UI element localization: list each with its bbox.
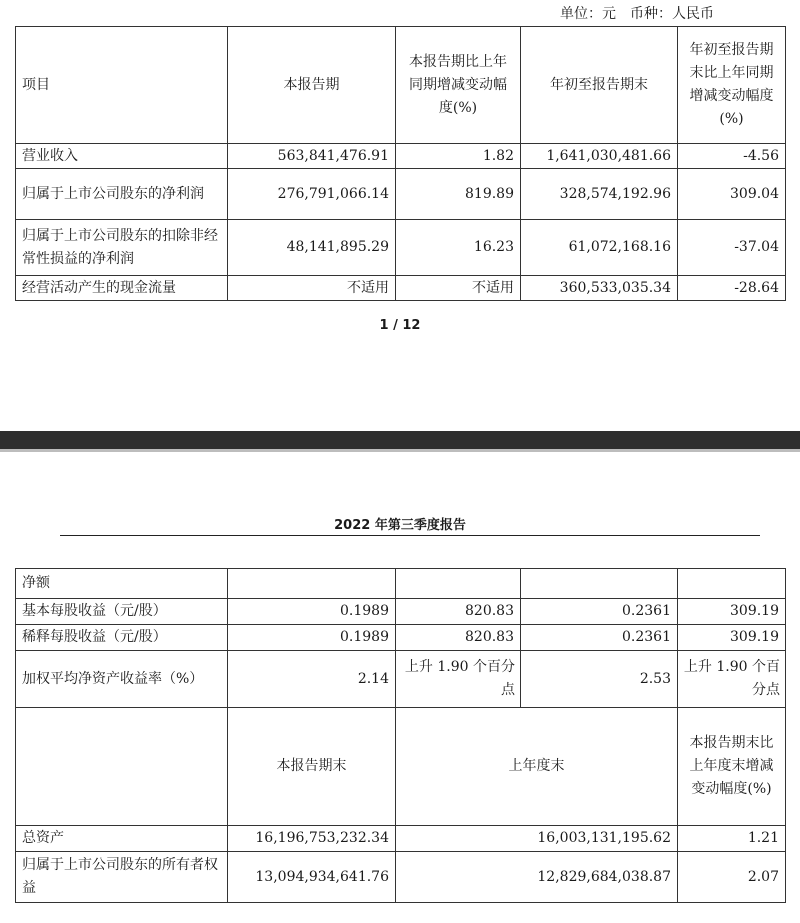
row-change: 2.07 xyxy=(678,852,786,903)
empty-cell xyxy=(678,569,786,599)
row-current: 2.14 xyxy=(228,651,396,708)
empty-cell xyxy=(16,708,228,826)
unit-currency-label: 单位：元 币种：人民币 xyxy=(560,6,714,22)
row-item: 加权平均净资产收益率（%） xyxy=(16,651,228,708)
header-yoy-change: 本报告期比上年同期增减变动幅度(%) xyxy=(396,27,521,144)
row-current: 276,791,066.14 xyxy=(228,169,396,220)
header-ytd-yoy-change: 年初至报告期末比上年同期增减变动幅度(%) xyxy=(678,27,786,144)
row-ytd-yoy: 309.19 xyxy=(678,599,786,625)
page-separator-shadow xyxy=(0,449,800,452)
header-rule xyxy=(60,535,760,536)
header-current-period: 本报告期 xyxy=(228,27,396,144)
row-ytd: 0.2361 xyxy=(521,599,678,625)
row-item: 归属于上市公司股东的所有者权益 xyxy=(16,852,228,903)
row-period-end: 13,094,934,641.76 xyxy=(228,852,396,903)
row-yoy: 上升 1.90 个百分点 xyxy=(396,651,521,708)
table-header-row xyxy=(16,708,786,826)
per-share-and-balance-table xyxy=(15,568,786,903)
row-ytd-yoy: -4.56 xyxy=(678,144,786,169)
row-ytd: 61,072,168.16 xyxy=(521,220,678,276)
row-ytd-yoy: 上升 1.90 个百分点 xyxy=(678,651,786,708)
header-change: 本报告期末比上年度末增减变动幅度(%) xyxy=(678,708,786,826)
row-yoy: 1.82 xyxy=(396,144,521,169)
row-item: 基本每股收益（元/股） xyxy=(16,599,228,625)
row-ytd-yoy: 309.04 xyxy=(678,169,786,220)
row-yoy: 820.83 xyxy=(396,599,521,625)
table-row xyxy=(16,144,786,169)
empty-cell xyxy=(228,569,396,599)
header-ytd: 年初至报告期末 xyxy=(521,27,678,144)
table-row xyxy=(16,220,786,276)
row-current: 563,841,476.91 xyxy=(228,144,396,169)
row-current: 0.1989 xyxy=(228,599,396,625)
row-ytd: 328,574,192.96 xyxy=(521,169,678,220)
table-row xyxy=(16,651,786,708)
row-ytd-yoy: 309.19 xyxy=(678,625,786,651)
financial-indicators-table xyxy=(15,26,786,301)
empty-cell xyxy=(521,569,678,599)
table-row xyxy=(16,169,786,220)
row-item: 经营活动产生的现金流量 xyxy=(16,276,228,301)
row-period-end: 16,196,753,232.34 xyxy=(228,826,396,852)
row-yoy: 819.89 xyxy=(396,169,521,220)
table-row xyxy=(16,569,786,599)
header-item: 项目 xyxy=(16,27,228,144)
row-last-year-end: 12,829,684,038.87 xyxy=(396,852,678,903)
header-period-end: 本报告期末 xyxy=(228,708,396,826)
row-current: 不适用 xyxy=(228,276,396,301)
empty-cell xyxy=(396,569,521,599)
row-ytd: 1,641,030,481.66 xyxy=(521,144,678,169)
report-title: 2022 年第三季度报告 xyxy=(334,518,466,533)
row-item: 总资产 xyxy=(16,826,228,852)
row-ytd-yoy: -28.64 xyxy=(678,276,786,301)
row-yoy: 16.23 xyxy=(396,220,521,276)
row-last-year-end: 16,003,131,195.62 xyxy=(396,826,678,852)
row-ytd-yoy: -37.04 xyxy=(678,220,786,276)
page-number: 1 / 12 xyxy=(379,318,421,333)
row-item: 营业收入 xyxy=(16,144,228,169)
table-row xyxy=(16,599,786,625)
table-header-row xyxy=(16,27,786,144)
row-current: 0.1989 xyxy=(228,625,396,651)
table-row xyxy=(16,625,786,651)
row-item: 归属于上市公司股东的净利润 xyxy=(16,169,228,220)
table-row xyxy=(16,852,786,903)
row-change: 1.21 xyxy=(678,826,786,852)
row-item-continuation: 净额 xyxy=(16,569,228,599)
row-ytd: 360,533,035.34 xyxy=(521,276,678,301)
row-ytd: 0.2361 xyxy=(521,625,678,651)
row-item: 稀释每股收益（元/股） xyxy=(16,625,228,651)
table-row xyxy=(16,276,786,301)
row-yoy: 820.83 xyxy=(396,625,521,651)
row-current: 48,141,895.29 xyxy=(228,220,396,276)
table-row xyxy=(16,826,786,852)
header-last-year-end: 上年度末 xyxy=(396,708,678,826)
row-yoy: 不适用 xyxy=(396,276,521,301)
row-ytd: 2.53 xyxy=(521,651,678,708)
page-separator xyxy=(0,431,800,449)
row-item: 归属于上市公司股东的扣除非经常性损益的净利润 xyxy=(16,220,228,276)
